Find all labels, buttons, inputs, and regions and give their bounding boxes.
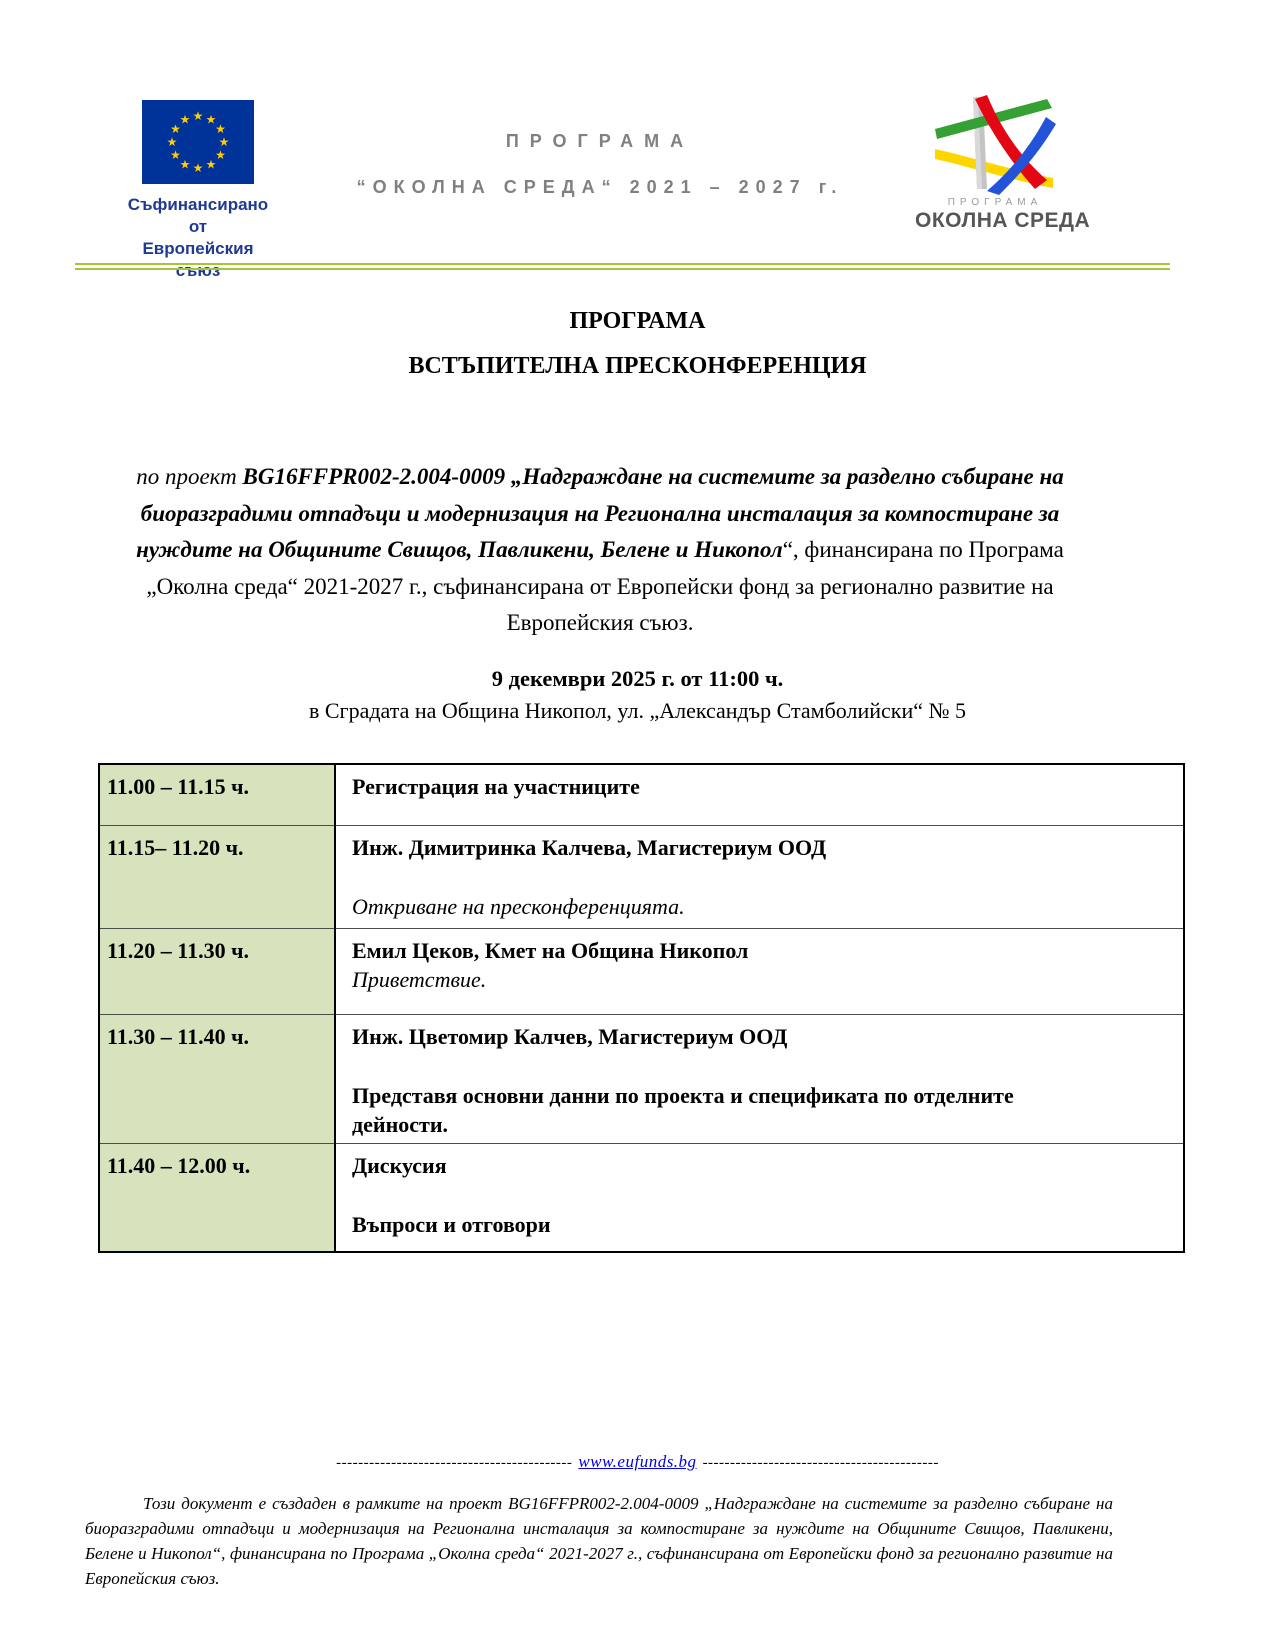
agenda-desc-cell [335,1144,1184,1253]
agenda-desc-cell [335,764,1184,826]
agenda-desc-cell [335,1015,1184,1144]
environment-program-logo-icon [929,92,1061,196]
agenda-line2: Откриване на пресконференцията. [352,894,685,919]
event-location: в Сградата на Община Никопол, ул. „Александър Стамболийски“ № 5 [308,698,966,723]
svg-text:★: ★ [205,157,217,172]
event-datetime: 9 декември 2025 г. от 11:00 ч. [491,666,784,691]
footer-dashes-left: ------------------------------------------- [336,1455,573,1471]
svg-text:★: ★ [166,135,178,149]
svg-text:★: ★ [218,135,230,149]
eufunds-link[interactable]: www.eufunds.bg [578,1452,697,1471]
agenda-row [99,826,1184,929]
agenda-line1: Регистрация на участниците [352,774,640,799]
agenda-row [99,764,1184,826]
program-header-line1: ПРОГРАМА [505,131,695,151]
eu-flag-icon [142,100,254,184]
agenda-desc-cell [335,929,1184,1015]
project-description-paragraph [95,459,1105,642]
environment-program-small-label: ПРОГРАМА [947,197,1043,208]
agenda-time-cell: 11.00 – 11.15 ч. [99,764,335,826]
agenda-spacer [352,862,1173,892]
project-funding-text: “, финансирана по Програма „Околна среда“ 2021-2027 г., съфинансирана от Европейски фонд за регионално развитие на Европейския съюз. [146,537,1064,635]
separator-line [75,263,1170,270]
footer-disclaimer: Този документ е създаден в рамките на проект BG16FFPR002-2.004-0009 „Надграждане на системите за разделно събиране на биоразградими отпадъци и модернизация на Регионална инсталация за компостиране за нуждите на Общините Свищов, Павликени, Белене и Никопол“, финансирана по Програма „Околна среда“ 2021-2027 г., съфинансирана от Европейски фонд за регионално развитие на Европейския съюз. [85,1494,1113,1588]
program-header [300,131,900,198]
document-title [0,306,1275,381]
svg-text:★: ★ [192,161,204,175]
environment-program-label: ОКОЛНА СРЕДА [915,209,1091,232]
svg-text:★: ★ [179,112,191,127]
svg-text:★: ★ [192,109,204,123]
agenda-row [99,1144,1184,1253]
agenda-time-cell: 11.40 – 12.00 ч. [99,1144,335,1253]
agenda-time-cell: 11.20 – 11.30 ч. [99,929,335,1015]
eu-caption-line2: Европейския съюз [142,239,254,280]
agenda-table [98,763,1185,1253]
document-title-line1: ПРОГРАМА [569,308,706,334]
agenda-line1: Инж. Димитринка Калчева, Магистериум ООД [352,835,827,860]
project-lead-in: по проект [136,464,243,489]
svg-text:★: ★ [205,112,217,127]
agenda-desc-cell [335,826,1184,929]
agenda-line1: Дискусия [352,1153,447,1178]
agenda-row [99,929,1184,1015]
agenda-line1: Инж. Цветомир Калчев, Магистериум ООД [352,1024,788,1049]
agenda-line2: Представя основни данни по проекта и спецификата по отделните дейности. [352,1083,1014,1137]
svg-text:★: ★ [170,148,181,162]
agenda-line2: Приветствие. [352,967,487,992]
agenda-time-cell: 11.15– 11.20 ч. [99,826,335,929]
program-header-line2: “ОКОЛНА СРЕДА“ 2021 – 2027 г. [356,177,844,197]
environment-program-logo-block [915,92,1091,233]
svg-text:★: ★ [170,122,181,136]
svg-text:★: ★ [179,157,191,172]
agenda-line2: Въпроси и отговори [352,1212,551,1237]
document-title-line2: ВСТЪПИТЕЛНА ПРЕСКОНФЕРЕНЦИЯ [408,353,867,379]
agenda-spacer [352,1180,1173,1210]
agenda-time-cell: 11.30 – 11.40 ч. [99,1015,335,1144]
eu-logo-block [118,100,278,282]
agenda-spacer [352,1051,1173,1081]
project-name: BG16FFPR002-2.004-0009 „Надграждане на системите за разделно събиране на биоразградими отпадъци и модернизация на Регионална инсталация за компостиране за нуждите на Общините Свищов, Павликени, Белене и Никопол [136,464,1064,562]
svg-text:★: ★ [215,122,226,136]
svg-text:★: ★ [215,148,226,162]
agenda-row [99,1015,1184,1144]
agenda-line1: Емил Цеков, Кмет на Община Никопол [352,938,749,963]
eu-caption-line1: Съфинансирано от [127,195,269,236]
footer-link-line [0,1452,1275,1472]
footer-dashes-right: ------------------------------------------- [702,1455,939,1471]
